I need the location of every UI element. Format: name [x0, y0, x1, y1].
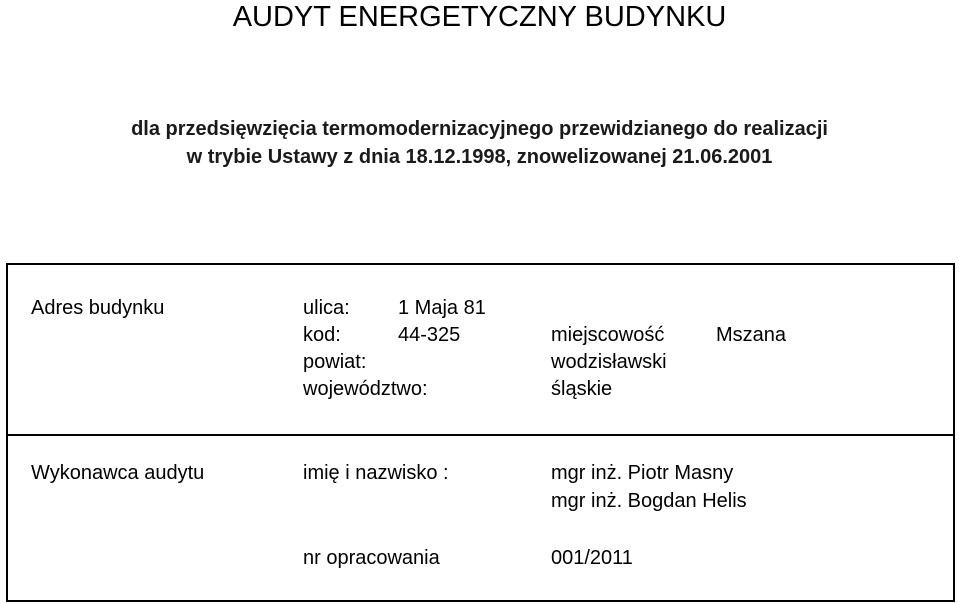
auditor-name-2: mgr inż. Bogdan Helis: [551, 490, 747, 512]
street-label: ulica:: [303, 297, 350, 319]
voivodeship-label: województwo:: [303, 378, 428, 400]
subtitle-line-2: w trybie Ustawy z dnia 18.12.1998, znowelizowanej 21.06.2001: [186, 146, 773, 168]
locality-label: miejscowość: [551, 324, 665, 346]
county-value: wodzisławski: [551, 351, 667, 373]
street-value: 1 Maja 81: [398, 297, 486, 319]
study-number-label: nr opracowania: [303, 547, 440, 569]
postcode-value: 44-325: [398, 324, 461, 346]
name-label: imię i nazwisko :: [303, 462, 449, 484]
auditor-name-1: mgr inż. Piotr Masny: [551, 462, 734, 484]
study-number-value: 001/2011: [551, 547, 633, 569]
section-divider: [6, 434, 955, 436]
document-title: AUDYT ENERGETYCZNY BUDYNKU: [232, 1, 727, 33]
address-section-label: Adres budynku: [31, 297, 165, 319]
county-label: powiat:: [303, 351, 367, 373]
voivodeship-value: śląskie: [551, 378, 613, 400]
locality-value: Mszana: [716, 324, 787, 346]
subtitle-line-1: dla przedsięwzięcia termomodernizacyjnego przewidzianego do realizacji: [131, 118, 828, 140]
postcode-label: kod:: [303, 324, 341, 346]
auditor-section-label: Wykonawca audytu: [31, 462, 205, 484]
